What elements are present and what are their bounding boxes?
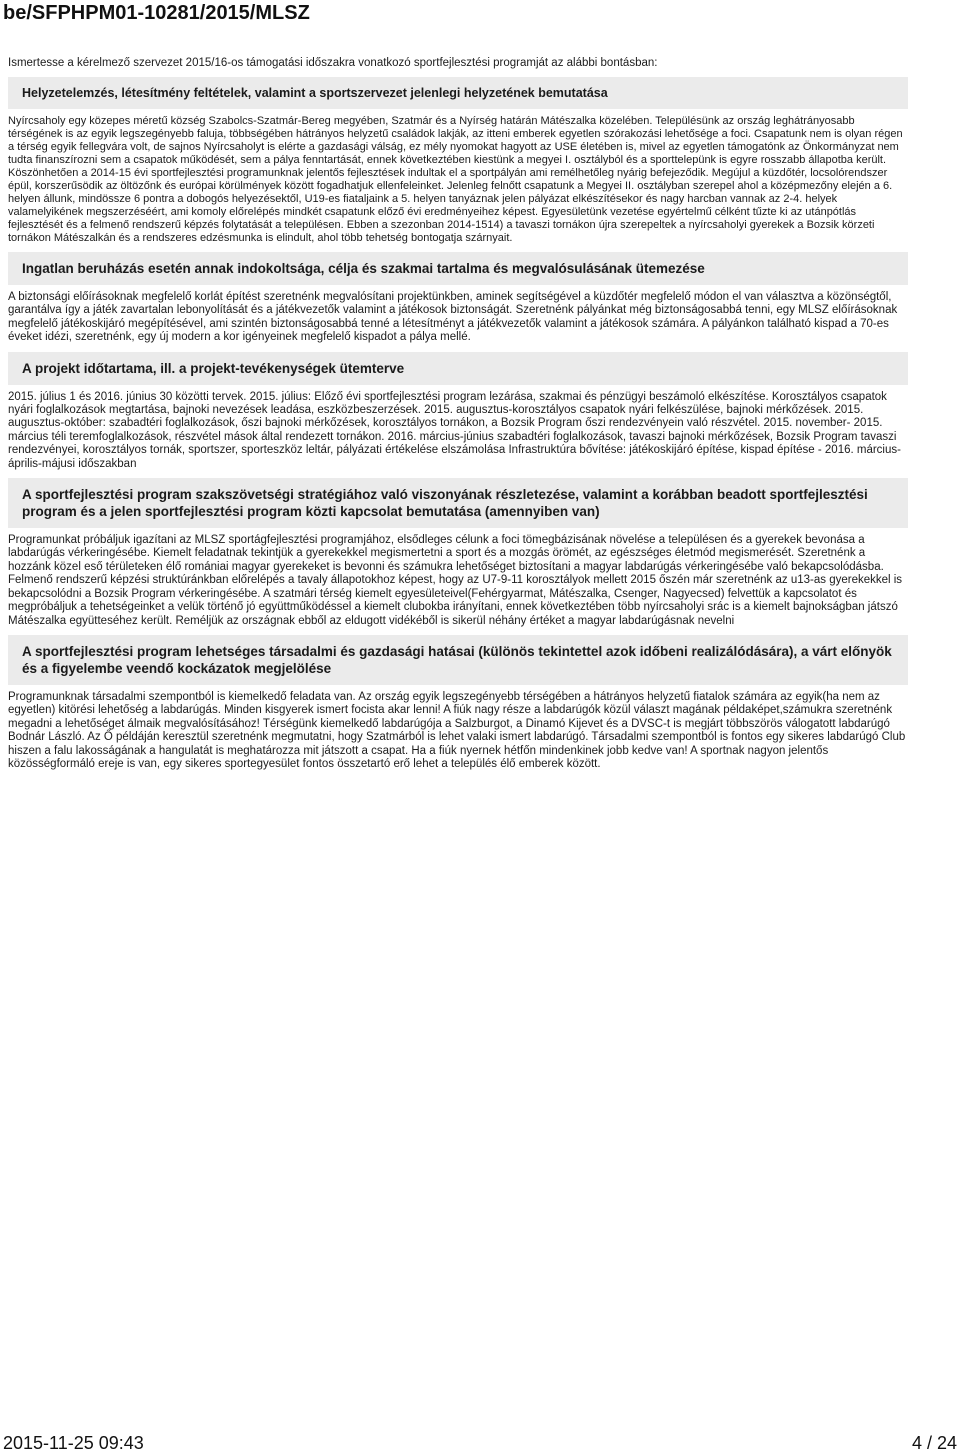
section-project-schedule xyxy=(8,352,908,471)
section-situation-analysis xyxy=(8,77,908,245)
section-body: Programunknak társadalmi szempontból is kiemelkedő feladata van. Az ország egyik legszegényebb térségében a hátrányos helyzetű fiatalok számára az egyik(ha nem az egyetlen) kitörési lehetőség a labdarúgás. Minden kisgyerek ismert focista akar lenni! A fiúk nagy része a labdarúgók közül választ magának példaképet,számukra szeretnénk megadni a lehetőséget álmaik megvalósításához! Térségünk kiemelkedő labdarúgója a Salzburgot, a Dinamó Kijevet és a DVSC-t is megjárt többszörös válogatott labdarúgó Bodnár László. Az Ő példáján keresztül szeretnénk megmutatni, hogy Szatmárból is lehet valaki ismert labdarúgó. Társadalmi szempontból is fontos egy sikeres labdarúgó Club hiszen a falu lakosságának a hangulatát is meghatározza mit játszott a csapat. Ha a fiúk nyernek hétfőn mindenkinek jobb kedve van! A sportnak nagyon jelentős közösségformáló ereje is van, egy sikeres sportegyesület fontos összetartó erő lehet a település élő emberek között. xyxy=(8,690,906,770)
section-body: Nyírcsaholy egy közepes méretű község Szabolcs-Szatmár-Bereg megyében, Szatmár és a Nyírség határán Mátészalka közelében. Településünk az ország leghátrányosabb térségének is az egyik legszegényebb faluja, többségében hátrányos helyzetű családok lakják, az itteni emberek egyetlen szórakozási lehetősége a foci. Csapatunk nem is olyan régen a térség egyik fellegvára volt, de sajnos Nyírcsaholyt is elérte a gazdasági válság, ez mély nyomokat hagyott az USE életében is, mivel az egyetlen támogatónk az Önkormányzat nem tudta finanszírozni sem a csapatok működését, sem a pálya fenntartását, ennek következtében kiestünk a megyei I. osztályból és a sporttelepünk is egyre rosszabb állapotba került. Köszönhetően a 2014-15 évi sportfejlesztési programunknak jelentős fejlesztések indultak el a sportpályán ami remélhetőleg nyárig befejeződik. Megújul a küzdőtér, locsolórendszer épül, korszerűsödik az öltözőnk és európai körülmények között fogadhatjuk ellenfeleinket. Jelenleg felnőtt csapatunk a Megyei II. osztályban szerepel ahol a középmezőny elején a 6. helyen állunk, mindössze 6 pontra a dobogós helyezésektől, U19-es fiataljaink a 5. helyen tanyáznak jelen pályázat elkészítésekor és nagy harcban vannak az 2-4. helyek valamelyikének megszerzéséért, ami komoly előrelépés mindkét csapatunk előző évi eredményeihez képest. Egyesületünk vezetése egyértelmű célként tűzte ki az utánpótlás fejlesztését és a felmenő rendszerű képzés folytatását a településen. Ebben a szezonban 2014-1514) a tavaszi tornákon újra szerepeltek a nyírcsaholyi gyerekek a Bozsik körzeti tornákon Mátészalkán és a rendszeres edzésmunka is elindult, ahol több tehetség bontogatja szárnyait. xyxy=(8,115,903,244)
page-number: 4 / 24 xyxy=(911,1433,957,1453)
intro-text: Ismertesse a kérelmező szervezet 2015/16-os támogatási időszakra vonatkozó sportfejlesztési programját az alábbi bontásban: xyxy=(8,57,658,69)
document-id: be/SFPHPM01-10281/2015/MLSZ xyxy=(3,2,310,24)
section-heading: A sportfejlesztési program szakszövetségi stratégiához való viszonyának részletezése, valamint a korábban beadott sportfejlesztési program és a jelen sportfejlesztési program közti kapcsolat bemutatása (amennyiben van) xyxy=(8,478,908,528)
page-footer xyxy=(3,1433,957,1453)
footer-timestamp: 2015-11-25 09:43 xyxy=(3,1433,144,1453)
section-heading: A projekt időtartama, ill. a projekt-tevékenységek ütemterve xyxy=(8,352,908,385)
section-heading: A sportfejlesztési program lehetséges társadalmi és gazdasági hatásai (különös tekintettel azok időbeni realizálódására), a várt előnyök és a figyelembe veendő kockázatok megjelölése xyxy=(8,635,908,685)
section-social-economic-impact xyxy=(8,635,908,771)
section-heading: Helyzetelemzés, létesítmény feltételek, valamint a sportszervezet jelenlegi helyzetének bemutatása xyxy=(8,77,908,109)
section-body: Programunkat próbáljuk igazítani az MLSZ sportágfejlesztési programjához, elsődleges célunk a foci tömegbázisának növelése a településen és a gyerekek bevonása a labdarúgás vérkeringésébe. Kiemelt feladatnak tekintjük a gyerekekkel megismertetni a sport és a mozgás örömét, az egészséges életmód megismerését. Szeretnénk a hozzánk közel eső térületeken élő romániai magyar gyerekeket is bevonni és számukra lehetőséget biztosítani a magyar labdarúgás vérkeringésébe való bekapcsolódásba. Felmenő rendszerű képzési struktúránkban előrelépés a tavaly állapotokhoz képest, hogy az U7-9-11 korosztályok mellett 2015 őszén már szeretnénk az u13-as gyerekekkel is bekapcsolódni a Bozsik Program vérkeringésébe. A szatmári térség kiemelt egyesületeivel(Fehérgyarmat, Mátészalka, Csenger, Nagyecsed) felvettük a kapcsolatot és megpróbáljuk a tehetségeinket a velük történő jó együttműködéssel a kiemelt clubokba irányítani, ennek következtében több nyírcsaholyi srác is a kiemelt bajnokságban játszó Mátészalka együtteséhez került. Reméljük az országnak ebből az eldugott vidékéből is sikerül néhány értéket a magyar labdarúgásnak nevelni xyxy=(8,534,903,627)
section-body: A biztonsági előírásoknak megfelelő korlát építést szeretnénk megvalósítani projektünkben, aminek segítségével a küzdőtér megfelelő módon el van választva a közönségtől, garantálva így a játék zavartalan lebonyolítását és a játékvezetők valamint a játékosok biztonságát. Szeretnénk pályánkat még biztonságosabbá tenni, egy MLSZ előírásoknak megfelelő játékoskijáró megépítésével, ami szintén biztonságosabbá tenné a létesítményt a játékvezetők valamint a játékosok számára. A pályánkon található kispad a 70-es éveket idézi, szeretnénk, egy új modern a kor igényeinek megfelelő kispadot a pálya mellé. xyxy=(8,291,898,344)
section-real-estate-investment xyxy=(8,252,908,345)
section-heading: Ingatlan beruházás esetén annak indokoltsága, célja és szakmai tartalma és megvalósulásának ütemezése xyxy=(8,252,908,285)
section-strategy-relation xyxy=(8,478,908,628)
document-content xyxy=(8,56,908,778)
section-body: 2015. július 1 és 2016. június 30 közötti tervek. 2015. július: Előző évi sportfejlesztési program lezárása, szakmai és pénzügyi beszámoló elkészítése. Korosztályos csapatok nyári foglalkozások megtartása, bajnoki nevezések leadása, eszközbeszerzések. 2015. augusztus-korosztályos csapatok nyári felkészülése, bajnoki mérkőzések. 2015. augusztus-október: szabadtéri foglalkozások, őszi bajnoki mérkőzések, korosztályos tornákon, a Bozsik Program őszi rendezvényein való részvétel. 2015. november- 2015. március téli teremfoglalkozások, részvétel mások által rendezett tornákon. 2016. március-június szabadtéri foglalkozások, tavaszi bajnoki mérkőzések, Bozsik Program tavaszi rendezvényei, korosztályos tornák, sportszer, sporteszköz leltár, pályázati értékelése elszámolása Infrastruktúra bővítése: játékoskijáró építése, kispad építése - 2016. március-április-májusi időszakban xyxy=(8,390,901,470)
